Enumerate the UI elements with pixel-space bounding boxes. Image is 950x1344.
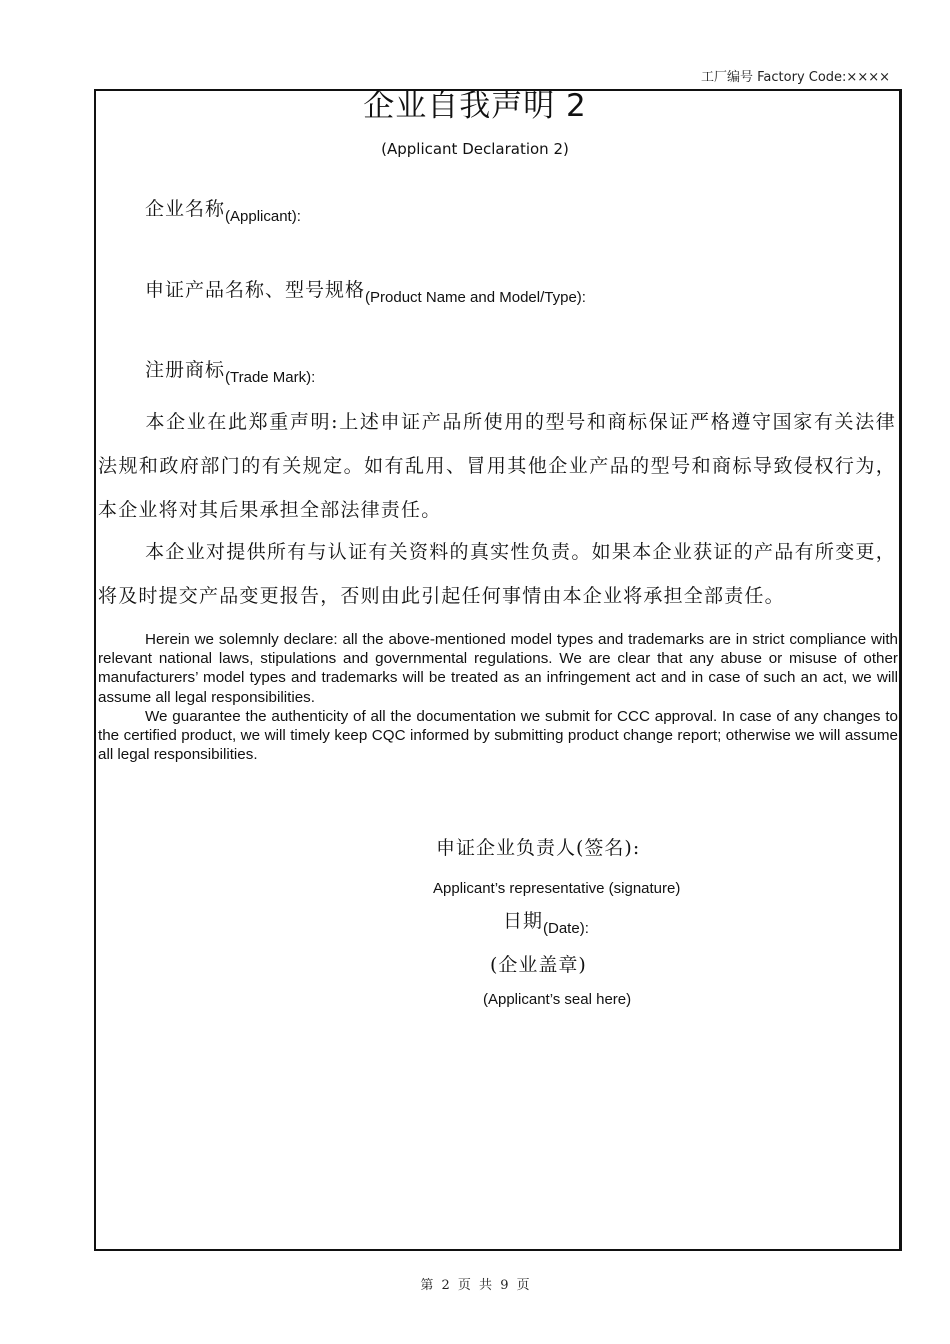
product-label-en: (Product Name and Model/Type): xyxy=(365,289,586,306)
representative-label-en: Applicant’s representative (signature) xyxy=(433,880,681,897)
trademark-label-en: (Trade Mark): xyxy=(225,369,316,386)
representative-label: 申证企业负责人(签名): xyxy=(436,837,641,859)
page-title: 企业自我声明 2 xyxy=(363,88,587,124)
page-number: 第 2 页 共 9 页 xyxy=(420,1278,530,1293)
seal-label-en: (Applicant’s seal here) xyxy=(483,991,632,1008)
en-declaration xyxy=(98,630,898,764)
product-label-cn: 申证产品名称、型号规格 xyxy=(145,279,366,301)
date-label-en: (Date): xyxy=(543,920,589,937)
date-label-cn: 日期 xyxy=(503,910,544,932)
product-field xyxy=(145,275,586,306)
cn-declaration-paragraph-2 xyxy=(98,530,896,618)
cn-declaration-paragraph-1 xyxy=(98,400,896,532)
trademark-field xyxy=(145,355,316,386)
applicant-label-cn: 企业名称 xyxy=(145,198,226,220)
en-paragraph-2: We guarantee the authenticity of all the documentation we submit for CCC approval. In case of any changes to the certified product, we will timely keep CQC informed by submitting product change report; otherwise we will assume all legal responsibilities. xyxy=(98,707,898,764)
cn-paragraph-2-text: 本企业对提供所有与认证有关资料的真实性负责。如果本企业获证的产品有所变更，将及时提交产品变更报告，否则由此引起任何事情由本企业将承担全部责任。 xyxy=(98,541,896,607)
date-field xyxy=(503,906,589,937)
applicant-field xyxy=(145,194,301,225)
page-subtitle: (Applicant Declaration 2) xyxy=(381,140,569,158)
cn-paragraph-1-text: 本企业在此郑重声明:上述申证产品所使用的型号和商标保证严格遵守国家有关法律法规和政府部门的有关规定。如有乱用、冒用其他企业产品的型号和商标导致侵权行为，本企业将对其后果承担全部法律责任。 xyxy=(98,411,896,521)
seal-label: (企业盖章) xyxy=(490,954,587,976)
en-paragraph-1: Herein we solemnly declare: all the above-mentioned model types and trademarks are in strict compliance with relevant national laws, stipulations and governmental regulations. We are clear that any abuse or misuse of other manufacturers’ model types and trademarks will be treated as an infringement act and in case of such an act, we will assume all legal responsibilities. xyxy=(98,631,898,706)
factory-code: 工厂编号 Factory Code:×××× xyxy=(701,70,890,85)
applicant-label-en: (Applicant): xyxy=(225,208,301,225)
trademark-label-cn: 注册商标 xyxy=(145,359,226,381)
